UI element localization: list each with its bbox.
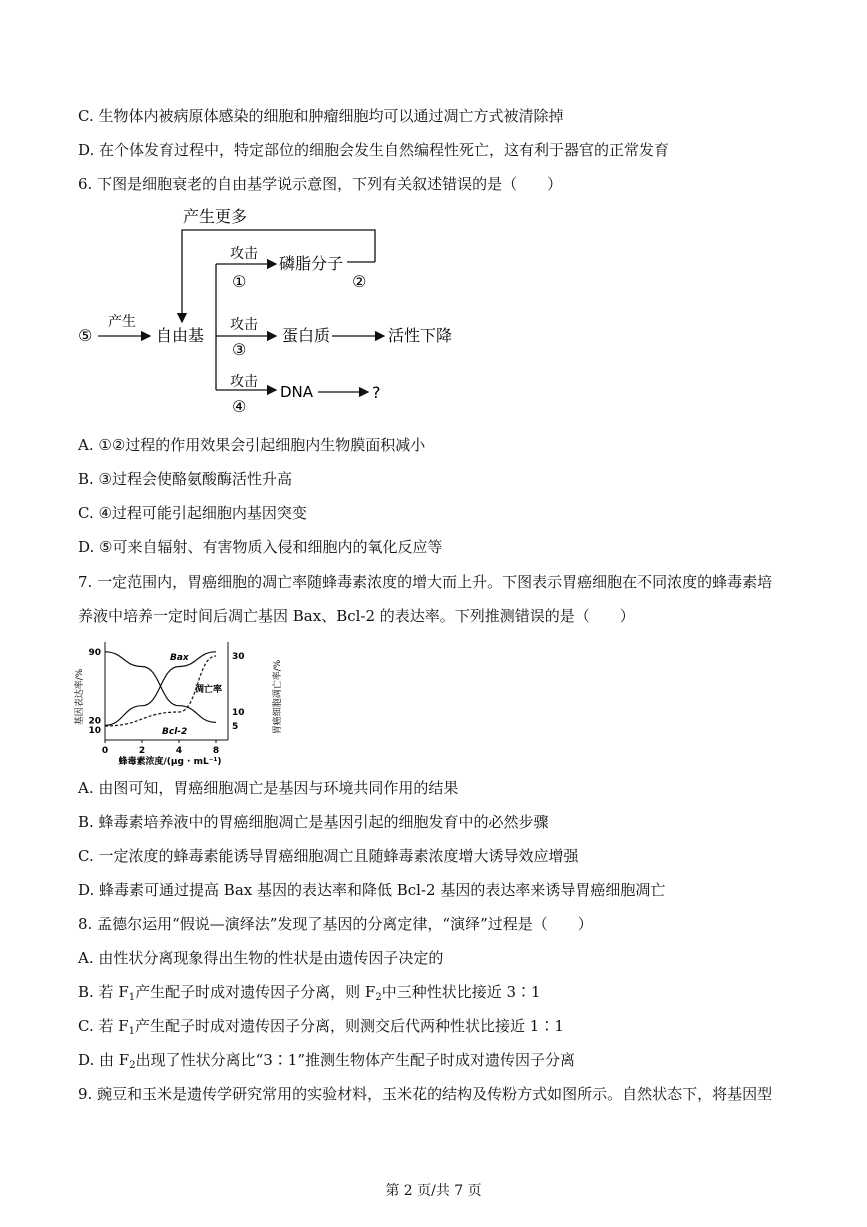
q7-option-c: C. 一定浓度的蜂毒素能诱导胃癌细胞凋亡且随蜂毒素浓度增大诱导效应增强 [78,847,579,865]
q6-stem: 6. 下图是细胞衰老的自由基学说示意图，下列有关叙述错误的是（ ） [78,175,563,193]
page-footer: 第 2 页/共 7 页 [385,1183,482,1199]
q5-option-d: D. 在个体发育过程中，特定部位的细胞会发生自然编程性死亡，这有利于器官的正常发育 [78,141,670,159]
diagram-activity: 活性下降 [388,326,453,345]
series-label: 凋亡率 [195,685,223,695]
step-4: ④ [232,397,247,416]
q7-stem-line2: 养液中培养一定时间后凋亡基因 Bax、Bcl-2 的表达率。下列推测错误的是（ ） [78,607,635,625]
gene-expression-chart [70,632,290,772]
q8-option-a: A. 由性状分离现象得出生物的性状是由遗传因子决定的 [78,949,444,967]
step-2: ② [352,272,367,291]
q8-stem: 8. 孟德尔运用“假说—演绎法”发现了基因的分离定律，“演绎”过程是（ ） [78,915,593,933]
feedback-loop-arrow [182,230,375,322]
x-tick-label: 4 [175,746,183,756]
diagram-produce-label: 产生 [108,314,136,330]
diagram-dna: DNA [280,383,314,401]
x-axis-label: 蜂毒素浓度/(μg · mL⁻¹) [118,757,222,767]
attack-label-4: 攻击 [230,374,258,390]
diagram-protein: 蛋白质 [282,326,331,345]
q7-option-a: A. 由图可知，胃癌细胞凋亡是基因与环境共同作用的结果 [78,779,459,797]
q6-option-c: C. ④过程可能引起细胞内基因突变 [78,504,307,522]
y2-tick-label: 10 [232,708,245,718]
x-tick-label: 8 [212,746,220,756]
q7-option-b: B. 蜂毒素培养液中的胃癌细胞凋亡是基因引起的细胞发育中的必然步骤 [78,813,549,831]
y-tick-label: 10 [88,726,101,737]
q8-option-b: B. 若 $F_1$产生配子时成对遗传因子分离，则 $F_2$中三种性状比接近 3∶1 [78,983,541,1003]
free-radical-diagram [70,200,490,425]
q6-option-d: D. ⑤可来自辐射、有害物质入侵和细胞内的氧化反应等 [78,538,443,556]
y2-tick-label: 30 [232,652,245,662]
series-label: Bcl-2 [162,727,188,737]
q8-option-d: D. 由 $F_2$出现了性状分离比“3∶1”推测生物体产生配子时成对遗传因子分离 [78,1051,576,1071]
y-tick-label: 90 [88,647,101,658]
series-label: Bax [170,653,189,663]
q5-option-c: C. 生物体内被病原体感染的细胞和肿瘤细胞均可以通过凋亡方式被清除掉 [78,107,564,125]
q7-stem-line1: 7. 一定范围内，胃癌细胞的凋亡率随蜂毒素浓度的增大而上升。下图表示胃癌细胞在不同浓度的蜂毒素培 [78,573,773,591]
y-tick-label: 20 [88,716,101,727]
step-1: ① [232,272,247,291]
x-tick-label: 2 [138,746,146,756]
diagram-question: ? [372,383,381,402]
diagram-more-label: 产生更多 [183,207,248,226]
diagram-radical: 自由基 [156,326,205,345]
diagram-source: ⑤ [78,326,93,345]
x-tick-label: 0 [101,746,109,756]
y2-tick-label: 5 [232,722,239,732]
step-3: ③ [232,340,247,359]
q6-option-a: A. ①②过程的作用效果会引起细胞内生物膜面积减小 [78,436,426,454]
q6-option-b: B. ③过程会使酪氨酸酶活性升高 [78,470,293,488]
q7-option-d: D. 蜂毒素可通过提高 Bax 基因的表达率和降低 Bcl-2 基因的表达率来诱导胃癌细胞凋亡 [78,881,666,899]
attack-label-3: 攻击 [230,317,258,333]
y-axis-label: 基因表达率/% [75,668,85,726]
q8-option-c: C. 若 $F_1$产生配子时成对遗传因子分离，则测交后代两种性状比接近 1∶1 [78,1017,564,1037]
attack-label-1: 攻击 [230,246,258,262]
q9-stem: 9. 豌豆和玉米是遗传学研究常用的实验材料，玉米花的结构及传粉方式如图所示。自然状态下，将基因型 [78,1085,773,1103]
diagram-phospholipid: 磷脂分子 [279,254,344,273]
y2-axis-label: 胃癌细胞凋亡率/% [273,659,283,735]
